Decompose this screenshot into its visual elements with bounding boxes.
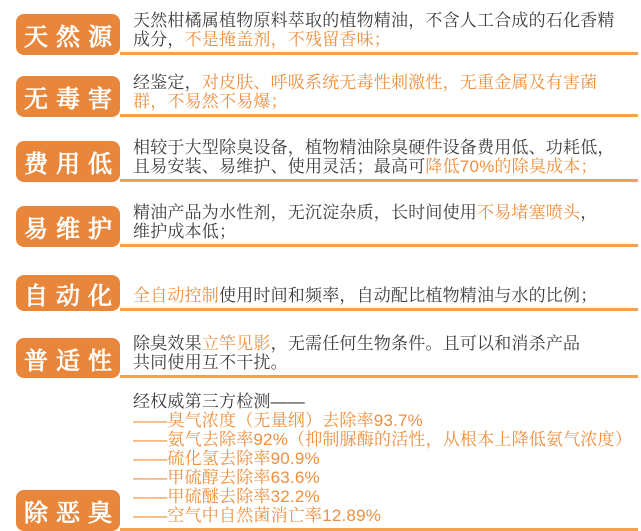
feature-row-easy-maintenance	[16, 203, 638, 247]
text-line	[133, 222, 638, 241]
feature-badge-natural-source	[16, 14, 120, 55]
text-line	[133, 157, 638, 176]
test-results-heading	[133, 392, 638, 411]
feature-text-universality	[120, 334, 638, 378]
text-line	[133, 30, 638, 49]
text-run-highlight: 对皮肤、呼吸系统无毒性刺激性，无重金属及有害菌	[201, 73, 598, 92]
text-run-highlight: ——硫化氢去除率90.9%	[133, 449, 320, 468]
feature-row-deodorization	[16, 392, 638, 531]
text-run-highlight: 立竿见影	[201, 334, 271, 353]
badge-label: 费用低	[24, 151, 120, 178]
text-run: 相较于大型除臭设备，植物精油除臭硬件设备费用低、功耗低，	[133, 138, 615, 157]
test-result-hydrogen-sulfide	[133, 449, 638, 468]
feature-row-automation	[16, 275, 638, 311]
text-run: 除臭效果	[133, 334, 202, 353]
text-run: 共同使用互不干扰。	[133, 353, 288, 372]
text-run-highlight: 群，不易然不易爆；	[133, 92, 288, 111]
test-result-methyl-mercaptan	[133, 468, 638, 487]
text-line	[133, 11, 638, 30]
text-run: 成分，	[133, 30, 185, 49]
text-run-highlight: ——臭气浓度（无量纲）去除率93.7%	[133, 411, 424, 430]
badge-label: 普适性	[24, 347, 120, 375]
text-run: 经权威第三方检测——	[133, 392, 305, 411]
text-run: ，	[580, 203, 598, 222]
badge-label: 天然源	[24, 24, 120, 51]
text-run: 且易安装、易维护、使用灵活；最高可	[133, 157, 426, 176]
text-run-highlight: 不易堵塞喷头	[477, 203, 581, 222]
feature-badge-easy-maintenance	[16, 206, 120, 247]
test-result-odor-concentration	[133, 411, 638, 430]
feature-row-natural-source	[16, 11, 638, 55]
badge-label: 除恶臭	[24, 500, 120, 527]
test-result-airborne-bacteria	[133, 506, 638, 525]
text-run: 天然柑橘属植物原料萃取的植物精油，不含人工合成的石化香精	[133, 11, 615, 30]
text-run-highlight: 不是掩盖剂，不残留香味；	[184, 30, 392, 49]
text-run-highlight: ——甲硫醚去除率32.2%	[133, 487, 320, 506]
badge-label: 自动化	[24, 282, 120, 310]
feature-row-low-cost	[16, 138, 638, 182]
badge-label: 易维护	[24, 216, 120, 243]
feature-badge-low-cost	[16, 141, 120, 182]
feature-text-non-toxic	[120, 73, 638, 117]
feature-badge-automation	[16, 275, 120, 311]
test-result-methyl-sulfide	[133, 487, 638, 506]
text-line	[133, 73, 638, 92]
feature-badge-non-toxic	[16, 76, 120, 117]
text-line	[133, 286, 638, 305]
text-run: 经鉴定，	[133, 73, 202, 92]
text-run-highlight: 全自动控制	[133, 286, 219, 305]
text-line	[133, 138, 638, 157]
text-run: ，无需任何生物条件。且可以和消杀产品	[270, 334, 581, 353]
badge-label: 无毒害	[24, 86, 120, 113]
text-line	[133, 353, 638, 372]
feature-text-automation	[120, 286, 638, 311]
text-line	[133, 203, 638, 222]
text-line	[133, 334, 638, 353]
feature-row-universality	[16, 334, 638, 378]
feature-row-non-toxic	[16, 73, 638, 117]
text-run-highlight: ——甲硫醇去除率63.6%	[133, 468, 320, 487]
text-run: 精油产品为水性剂，无沉淀杂质，长时间使用	[133, 203, 477, 222]
feature-text-easy-maintenance	[120, 203, 638, 247]
feature-text-deodorization	[120, 392, 638, 531]
test-result-ammonia	[133, 430, 638, 449]
feature-text-low-cost	[120, 138, 638, 182]
text-run: 维护成本低；	[133, 222, 237, 241]
text-run-highlight: ——空气中自然菌消亡率12.89%	[133, 506, 382, 525]
feature-text-natural-source	[120, 11, 638, 55]
text-run-highlight: 降低70%的除臭成本；	[425, 157, 598, 176]
feature-badge-universality	[16, 338, 120, 378]
text-run-highlight: ——氨气去除率92%（抑制脲酶的活性，从根本上降低氨气浓度）	[133, 430, 633, 449]
feature-badge-deodorization	[16, 490, 120, 531]
text-line	[133, 92, 638, 111]
text-run: 使用时间和频率，自动配比植物精油与水的比例；	[219, 286, 598, 305]
